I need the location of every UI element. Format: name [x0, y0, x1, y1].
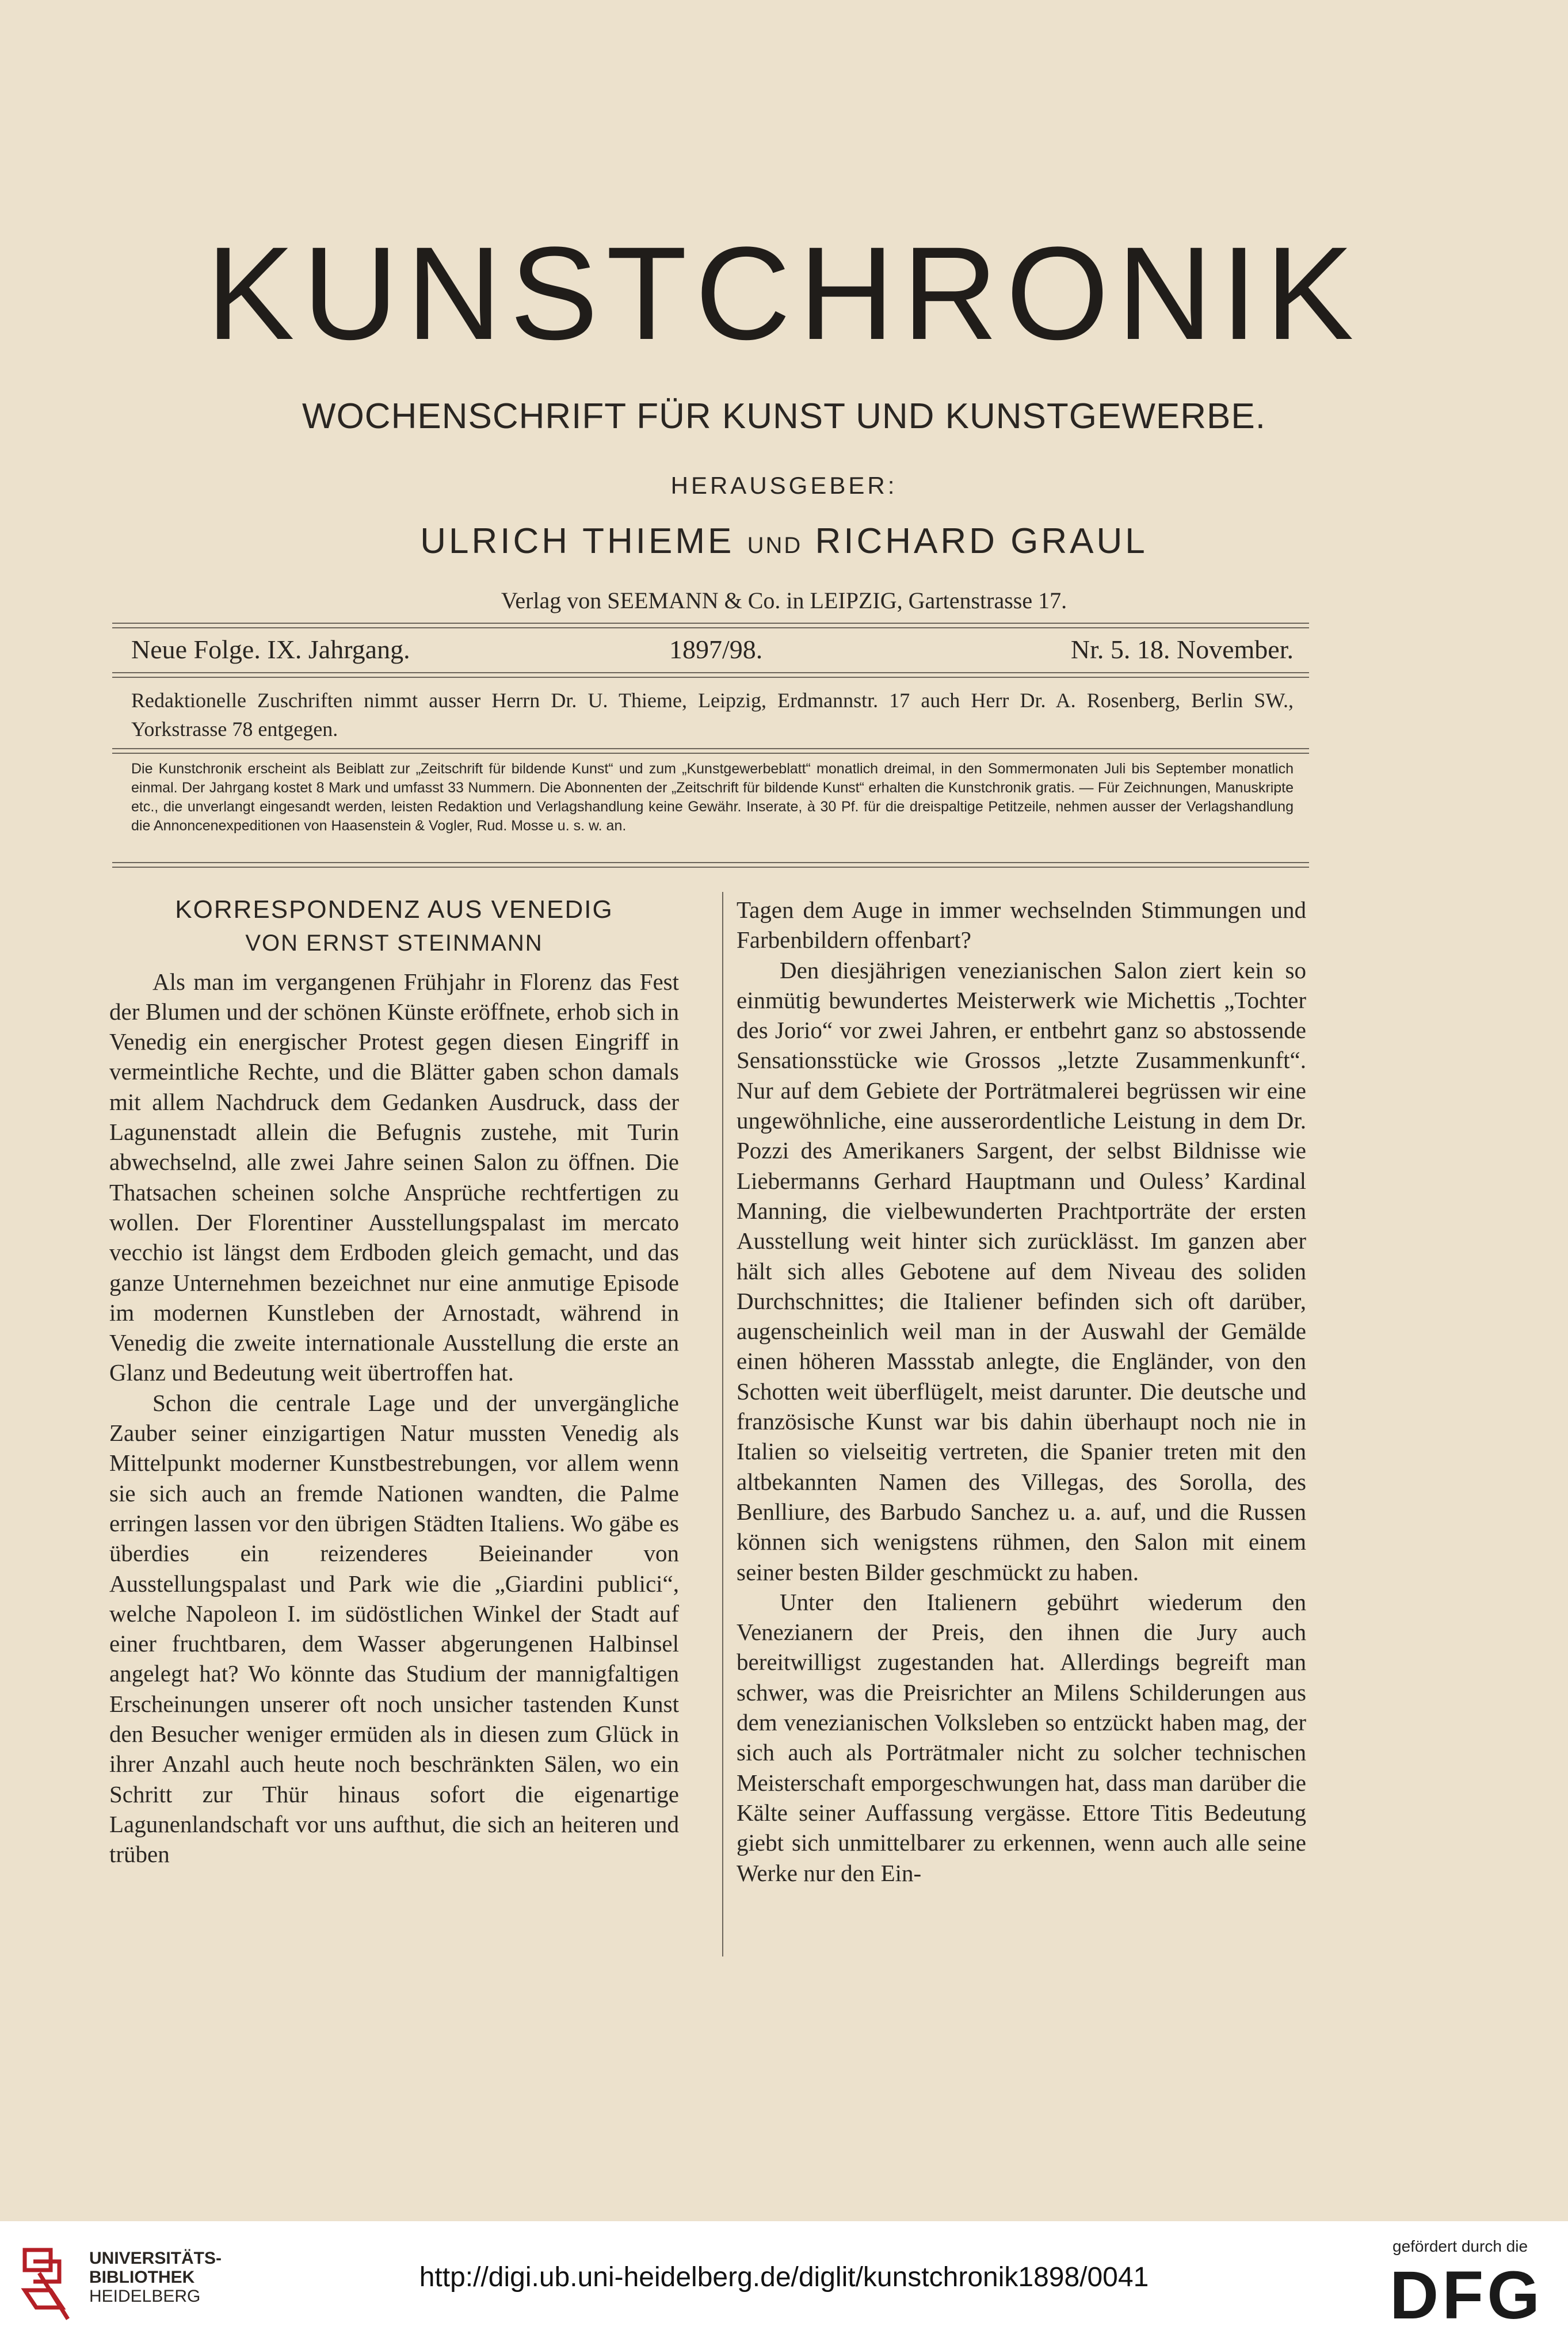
paragraph: Als man im vergangenen Frühjahr in Florenz das Fest der Blumen und der schönen Künste eröffnete, erhob sich in Venedig ein energischer Protest gegen diesen Eingriff in vermeintliche Rechte, und die Blätter gaben schon damals mit allem Nachdruck dem Gedanken Ausdruck, dass der Lagunenstadt allein die Befugnis zustehe, mit Turin abwechselnd, alle zwei Jahre seinen Salon zu öffnen. Die Thatsachen scheinen solche Ansprüche rechtfertigen zu wollen. Der Florentiner Ausstellungspalast im mercato vecchio ist längst dem Erdboden gleich gemacht, und das ganze Unternehmen bezeichnet nur eine anmutige Episode im modernen Kunstleben der Arnostadt, während in Venedig die zweite internationale Ausstellung die erste an Glanz und Bedeutung weit übertroffen hat. [109, 968, 679, 1386]
subscription-notice: Die Kunstchronik erscheint als Beiblatt zur „Zeitschrift für bildende Kunst“ und zum „Kunstgewerbeblatt“ monatlich dreimal, in den Sommermonaten Juli bis September monatlich einmal. Der Jahrgang kostet 8 Mark und umfasst 33 Nummern. Die Abonnenten der „Zeitschrift für bildende Kunst“ erhalten die Kunstchronik gratis. — Für Zeichnungen, Manuskripte etc., die unverlangt eingesandt werden, leisten Redaktion und Verlagshandlung keine Gewähr. Inserate, à 30 Pf. für die dreispaltige Petitzeile, nehmen ausser der Verlagshandlung die Annoncenexpeditionen von Haasenstein & Vogler, Rud. Mosse u. s. w. an. [131, 761, 1294, 834]
library-name: UNIVERSITÄTS- BIBLIOTHEK HEIDELBERG [89, 2249, 222, 2306]
column-divider [722, 892, 723, 1956]
dfg-logo: DFG [1390, 2257, 1544, 2333]
editors-line [0, 521, 1568, 562]
paragraph: Schon die centrale Lage und der unvergängliche Zauber seiner einzigartigen Natur mussten Venedig als Mittelpunkt moderner Kunstbestrebungen, vor allem wenn sie sich auch an fremde Nationen wandten, die Palme erringen lassen vor den übrigen Städten Italiens. Wo gäbe es überdies ein reizenderes Beieinander von Ausstellungspalast und Park wie die „Giardini publici“, welche Napoleon I. im südöstlichen Winkel der Stadt auf einer fruchtbaren, dem Wasser abgerungenen Halbinsel angelegt hat? Wo könnte das Studium der mannigfaltigen Erscheinungen unserer oft noch unsicher tastenden Kunst den Besucher weniger ermüden als in diesen zum Glück in ihrer Anzahl auch heute noch beschränkten Sälen, wo ein Schritt zur Thür hinaus sofort die eigenartige Lagunenlandschaft vor uns aufthut, die sich an heiteren und trüben [109, 1389, 679, 1868]
article-column-right [737, 895, 1306, 1888]
paragraph: Unter den Italienern gebührt wiederum den Venezianern der Preis, den ihnen die Jury auch bereitwilligst zugestanden hat. Allerdings begreift man schwer, was die Preisrichter an Milens Schilderungen aus dem venezianischen Volksleben so entzückt haben mag, der sich auch als Porträtmaler nicht zu solcher technischen Meisterschaft emporgeschwungen hat, dass man darüber die Kälte seiner Auffassung vergässe. Ettore Titis Bedeutung giebt sich unmittelbarer zu erkennen, wenn auch alle seine Werke nur den Ein- [737, 1588, 1306, 1886]
editor-thieme: ULRICH THIEME [420, 521, 735, 561]
editor-conjunction: UND [747, 533, 803, 558]
editor-graul: RICHARD GRAUL [815, 521, 1148, 561]
article-author: VON ERNST STEINMANN [245, 930, 543, 956]
divider-rule [112, 627, 1309, 628]
permalink-url[interactable]: http://digi.ub.uni-heidelberg.de/diglit/kunstchronik1898/0041 [419, 2262, 1149, 2293]
masthead-subtitle: WOCHENSCHRIFT FÜR KUNST UND KUNSTGEWERBE. [302, 396, 1266, 436]
divider-rule [112, 623, 1309, 624]
issue-series: Neue Folge. IX. Jahrgang. [131, 635, 410, 664]
article-title: KORRESPONDENZ AUS VENEDIG [175, 895, 613, 924]
digitization-footer [0, 2221, 1568, 2338]
divider-rule [112, 862, 1309, 863]
issue-year: 1897/98. [669, 635, 763, 664]
divider-rule [112, 677, 1309, 678]
paragraph: Den diesjährigen venezianischen Salon ziert kein so einmütig bewundertes Meisterwerk wie Michettis „Tochter des Jorio“ vor zwei Jahren, er entbehrt ganz so abstossende Sensationsstücke wie Grossos „letzte Zusammenkunft“. Nur auf dem Gebiete der Porträtmalerei begrüssen wir eine ungewöhnliche, eine ausserordentliche Leistung in dem Dr. Pozzi des Amerikaners Sargent, der selbst Bildnisse wie Liebermanns Gerhard Hauptmann und Ouless’ Kardinal Manning, die vielbewunderten Prachtporträte der ersten Ausstellung weit hinter sich zurücklässt. Im ganzen aber hält sich alles Gebotene auf dem Niveau des soliden Durchschnittes; die Italiener befinden sich oft darüber, augenscheinlich weil man in der Auswahl der Gemälde einen höheren Massstab anlegte, die Engländer, von den Schotten weit überflügelt, meist darunter. Die deutsche und französische Kunst war bis dahin überhaupt noch nie in Italien so vielseitig vertreten, die Spanier treten mit den altbekannten Namen des Villegas, des Sorolla, des Benlliure, des Barbudo Sanchez u. a. auf, und die Russen können sich wenigstens rühmen, den Salon mit einem seiner besten Bilder geschmückt zu haben. [737, 956, 1306, 1585]
paragraph: Tagen dem Auge in immer wechselnden Stimmungen und Farbenbildern offenbart? [737, 897, 1306, 953]
editorial-address: Redaktionelle Zuschriften nimmt ausser Herrn Dr. U. Thieme, Leipzig, Erdmannstr. 17 auch Herr Dr. A. Rosenberg, Berlin SW., Yorkstrasse 78 entgegen. [131, 689, 1294, 741]
masthead-title: KUNSTCHRONIK [206, 219, 1362, 367]
editors-label: HERAUSGEBER: [670, 472, 898, 499]
issue-number-date: Nr. 5. 18. November. [1070, 635, 1294, 664]
funding-label: gefördert durch die [1392, 2237, 1528, 2255]
divider-rule [112, 748, 1309, 749]
divider-rule [112, 867, 1309, 868]
divider-rule [112, 753, 1309, 754]
divider-rule [112, 672, 1309, 673]
publisher-line: Verlag von SEEMANN & Co. in LEIPZIG, Gartenstrasse 17. [501, 588, 1067, 613]
article-column-left [109, 895, 679, 1870]
